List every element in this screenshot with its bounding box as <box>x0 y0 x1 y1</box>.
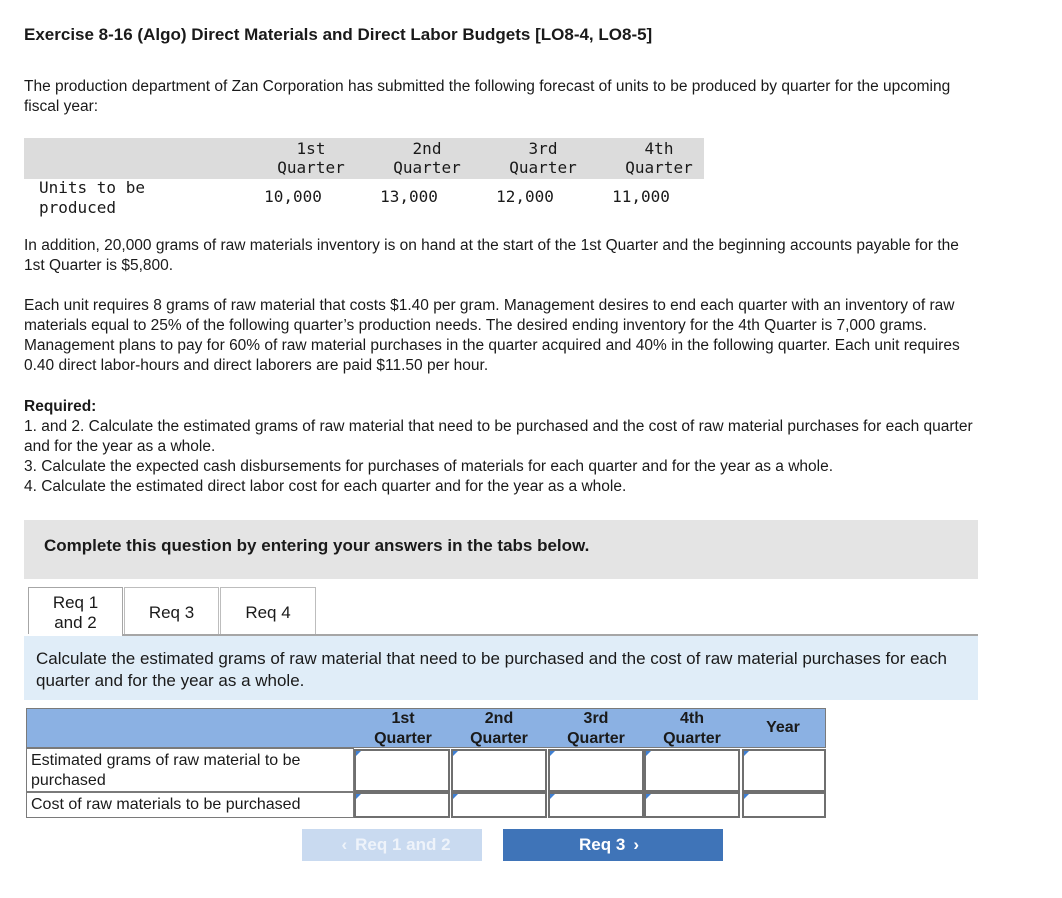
cost-input-q1[interactable] <box>354 792 450 818</box>
answer-table <box>26 708 826 820</box>
exercise-title: Exercise 8-16 (Algo) Direct Materials and Direct Labor Budgets [LO8-4, LO8-5] <box>24 25 653 44</box>
answer-col-header: 4th Quarter <box>663 710 721 747</box>
forecast-value: 11,000 <box>612 187 670 206</box>
prompt-text: Calculate the estimated grams of raw material that need to be purchased and the cost of raw material purchases for each quarter and for the year as a whole. <box>36 649 947 690</box>
banner-text: Complete this question by entering your answers in the tabs below. <box>44 536 590 555</box>
chevron-left-icon: ‹ <box>341 835 348 854</box>
required-item: 1. and 2. Calculate the estimated grams of raw material that need to be purchased and the cost of raw material purchases for each quarter and for the year as a whole. <box>24 418 973 455</box>
forecast-col-header: 2nd Quarter <box>393 139 461 177</box>
prev-tab-button[interactable]: ‹ Req 1 and 2 <box>302 829 482 861</box>
answer-row-label: Cost of raw materials to be purchased <box>26 792 354 818</box>
answer-col-header: 1st Quarter <box>374 710 432 747</box>
forecast-col-header: 3rd Quarter <box>509 139 577 177</box>
grams-input-q2[interactable] <box>451 749 547 792</box>
tab-prompt <box>24 636 978 700</box>
intro-text: The production department of Zan Corporation has submitted the following forecast of units to be produced by quarter for the upcoming fiscal year: <box>24 78 951 115</box>
answer-col-header: Year <box>766 719 800 736</box>
grams-input-q1[interactable] <box>354 749 450 792</box>
cost-input-q4[interactable] <box>644 792 740 818</box>
answer-col-header: 3rd Quarter <box>567 710 625 747</box>
forecast-col-header: 1st Quarter <box>277 139 345 177</box>
tab-req-4[interactable]: Req 4 <box>220 587 316 634</box>
requirements-text: Each unit requires 8 grams of raw material that costs $1.40 per gram. Management desires to end each quarter with an inventory of raw materials equal to 25% of the following quarter’s production needs. The desired ending inventory for the 4th Quarter is 7,000 grams. Management plans to pay for 60% of raw material purchases in the quarter acquired and 40% in the following quarter. Each unit requires 0.40 direct labor-hours and direct laborers are paid $11.50 per hour. <box>24 297 960 374</box>
instruction-banner <box>24 520 978 579</box>
forecast-col-header: 4th Quarter <box>625 139 693 177</box>
required-heading: Required: <box>24 398 97 415</box>
tab-req-1-and-2[interactable]: Req 1 and 2 <box>28 587 123 634</box>
forecast-value: 13,000 <box>380 187 438 206</box>
cost-input-q2[interactable] <box>451 792 547 818</box>
tab-req-3[interactable]: Req 3 <box>124 587 219 634</box>
grams-input-q4[interactable] <box>644 749 740 792</box>
answer-row-label: Estimated grams of raw material to be purchased <box>26 748 354 792</box>
grams-input-year[interactable] <box>742 749 826 792</box>
answer-col-header: 2nd Quarter <box>470 710 528 747</box>
required-item: 4. Calculate the estimated direct labor cost for each quarter and for the year as a whole. <box>24 478 627 495</box>
grams-input-q3[interactable] <box>548 749 644 792</box>
chevron-right-icon: › <box>633 835 639 854</box>
forecast-table <box>24 138 704 222</box>
inventory-text: In addition, 20,000 grams of raw materials inventory is on hand at the start of the 1st Quarter and the beginning accounts payable for the 1st Quarter is $5,800. <box>24 237 959 274</box>
cost-input-q3[interactable] <box>548 792 644 818</box>
required-item: 3. Calculate the expected cash disbursements for purchases of materials for each quarter and for the year as a whole. <box>24 458 834 475</box>
forecast-value: 10,000 <box>264 187 322 206</box>
next-tab-button[interactable]: Req 3 › <box>503 829 723 861</box>
forecast-value: 12,000 <box>496 187 554 206</box>
forecast-row-label: Units to be produced <box>39 178 145 217</box>
required-section <box>24 397 974 497</box>
cost-input-year[interactable] <box>742 792 826 818</box>
